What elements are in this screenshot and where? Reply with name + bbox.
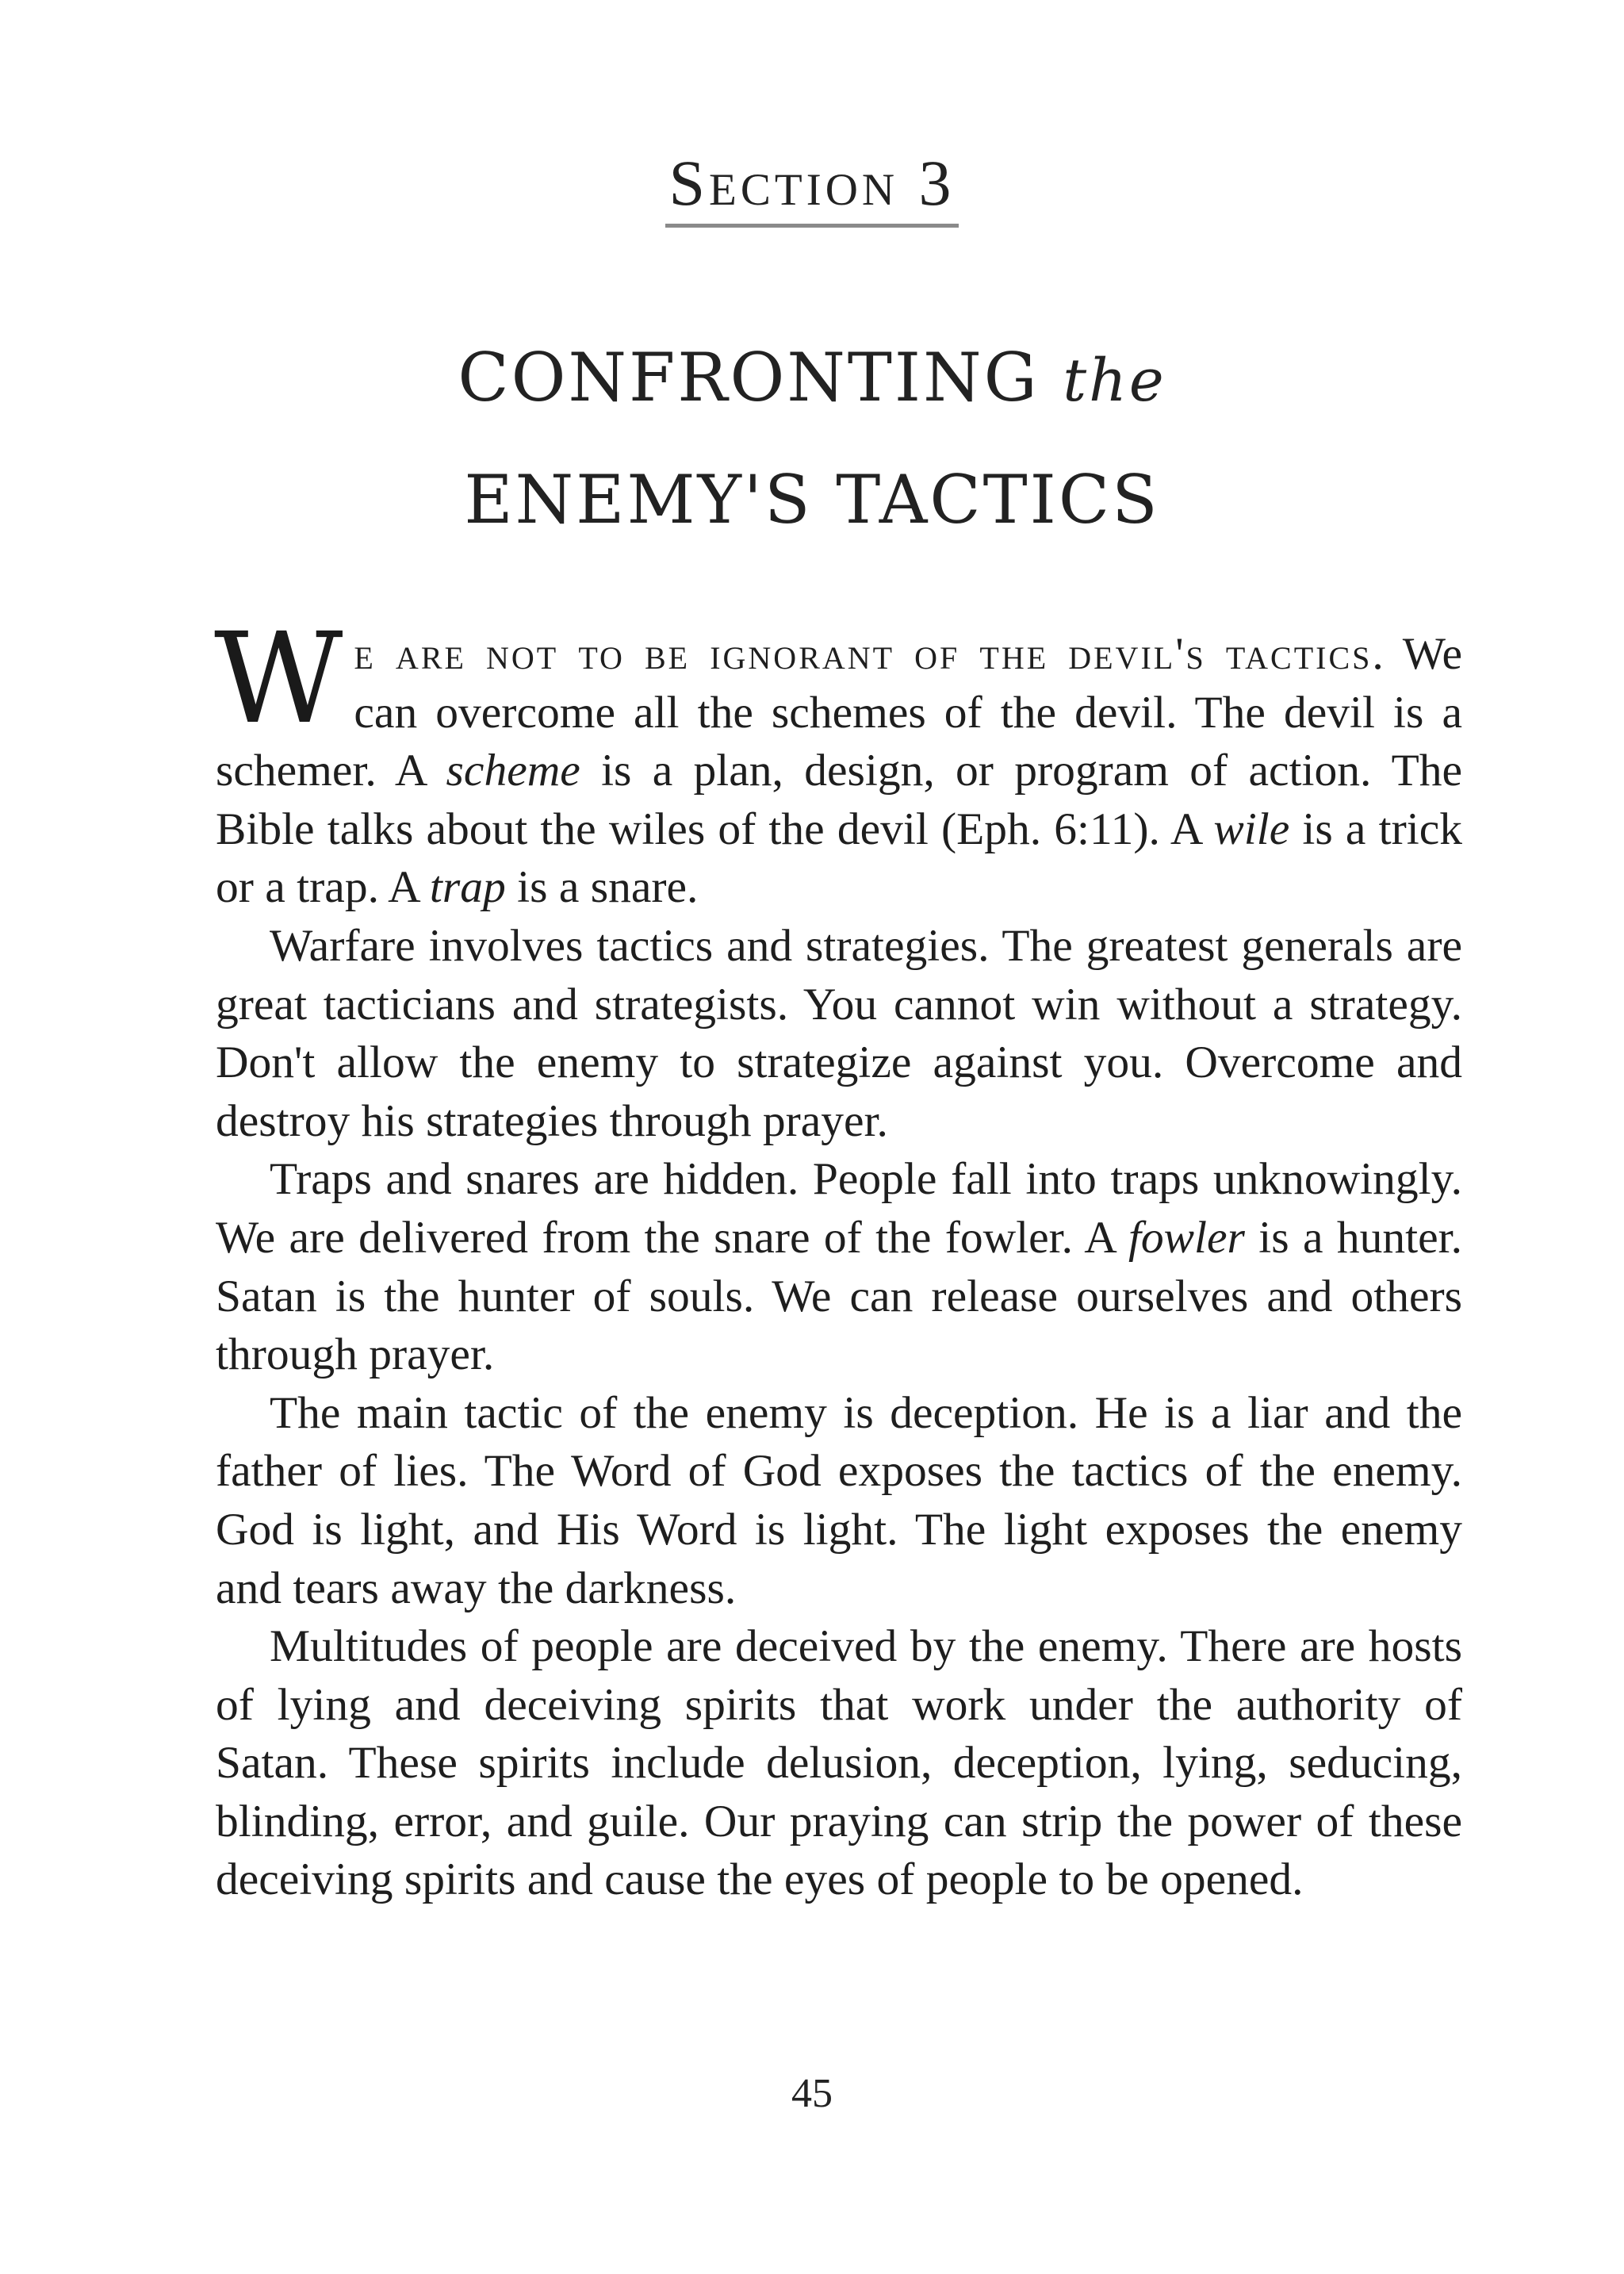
italic-term-wile: wile bbox=[1213, 803, 1290, 854]
paragraph-5: Multitudes of people are deceived by the enemy. There are hosts of lying and deceiving spirits that work under the authority of Satan. These spirits include delusion, deception, lying, seducing, blinding, error, and guile. Our praying can strip the power of these deceiving spirits and cause the eyes of people to be opened. bbox=[216, 1621, 1462, 1905]
section-label: Section 3 bbox=[665, 151, 958, 228]
chapter-title-line1 bbox=[458, 339, 1166, 416]
body-text bbox=[214, 606, 1462, 1909]
paragraph-text: Traps and snares are hidden. People fall into traps unknowingly. We are delivered from the snare of the fowler. A bbox=[216, 1154, 1462, 1263]
chapter-title bbox=[0, 318, 1624, 559]
chapter-title-word-confronting: CONFRONTING bbox=[458, 339, 1040, 417]
italic-term-scheme: scheme bbox=[446, 746, 580, 796]
drop-cap: W bbox=[214, 606, 343, 752]
paragraph-text: is a hunter. Satan is the hunter of souls. We can release ourselves and others through prayer. bbox=[216, 1212, 1462, 1380]
lead-in-text: e are not to be ignorant of the devil's tactics. bbox=[354, 629, 1386, 679]
chapter-title-line2: ENEMY'S TACTICS bbox=[464, 461, 1160, 539]
section-heading bbox=[0, 147, 1624, 228]
paragraph-2: Warfare involves tactics and strategies. The greatest generals are great tacticians and strategists. You cannot win without a strategy. Don't allow the enemy to strategize against you. Overcome and destroy his strategies through prayer. bbox=[216, 920, 1462, 1146]
paragraph-3 bbox=[216, 1150, 1462, 1383]
paragraph-text: is a snare. bbox=[505, 862, 699, 913]
page-number: 45 bbox=[791, 2071, 833, 2116]
paragraph-text: is a trick or a trap. A bbox=[216, 803, 1462, 913]
paragraph-text: We can overcome all the schemes of the devil. The devil is a schemer. A bbox=[216, 629, 1462, 796]
paragraph-1 bbox=[214, 606, 1462, 917]
paragraph-text: is a plan, design, or program of action. The Bible talks about the wiles of the devil (Eph. 6:11). A bbox=[216, 746, 1462, 854]
italic-term-fowler: fowler bbox=[1128, 1212, 1245, 1263]
chapter-title-word-the: the bbox=[1063, 347, 1166, 416]
paragraph-4: The main tactic of the enemy is deception. He is a liar and the father of lies. The Word of God exposes the tactics of the enemy. God is light, and His Word is light. The light exposes the enemy and tears away the darkness. bbox=[216, 1387, 1462, 1613]
italic-term-trap: trap bbox=[429, 862, 506, 913]
